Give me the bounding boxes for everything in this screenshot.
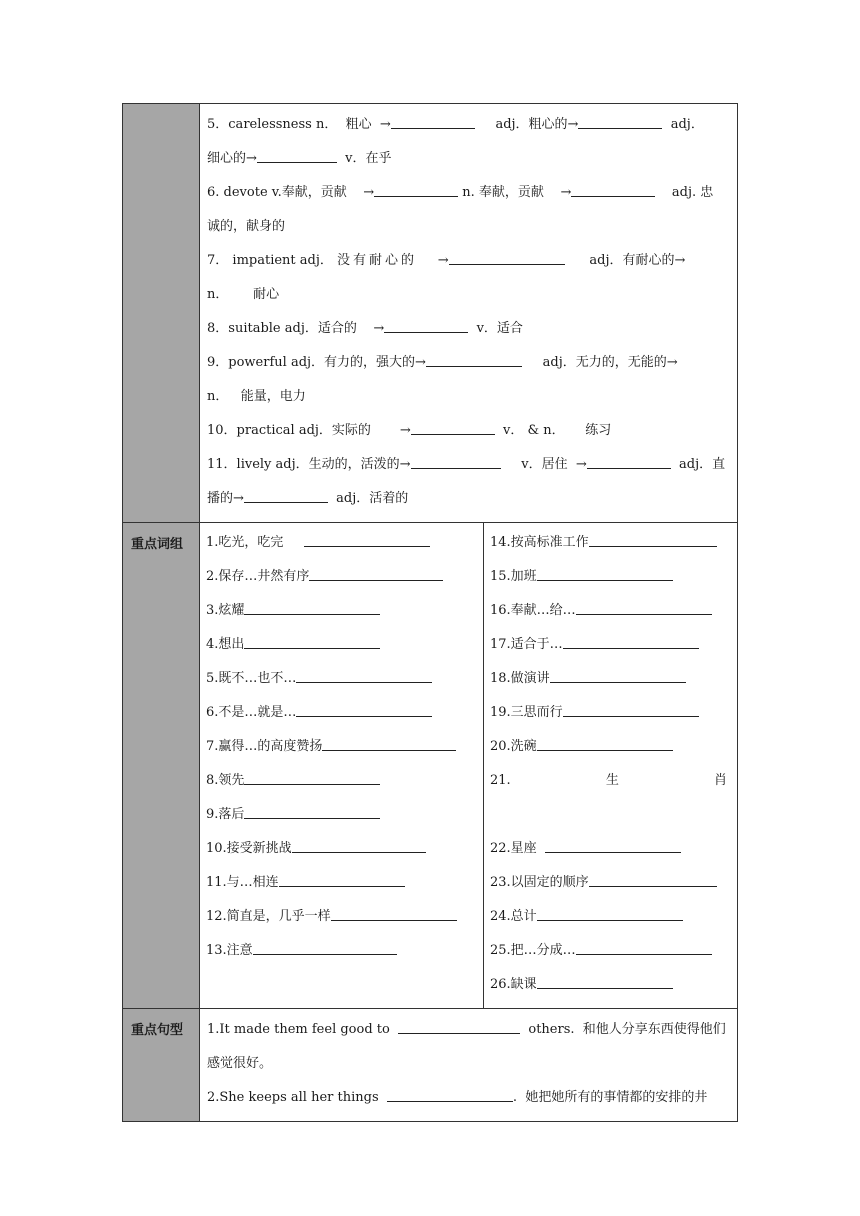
answer-blank[interactable] <box>244 600 380 615</box>
key-sentences-row <box>123 1009 737 1121</box>
sentence-text: . <box>512 1090 518 1105</box>
answer-blank[interactable] <box>391 114 475 129</box>
item-related-form: adj. 忠 <box>671 185 714 200</box>
phrase-text: 17.适合于… <box>490 637 563 652</box>
phrases-left-column <box>200 523 484 1008</box>
phrase-item <box>206 798 479 832</box>
vocab-item-7: 7． impatient adj． 没有耐心的 → adj．有耐心的→ <box>207 244 729 278</box>
answer-blank[interactable] <box>244 634 380 649</box>
phrase-text: 23.以固定的顺序 <box>490 875 589 890</box>
phrases-right-column <box>484 523 737 1008</box>
answer-blank[interactable] <box>587 454 671 469</box>
vocab-item-5-cont <box>207 142 729 176</box>
item-number: 10． <box>207 423 237 438</box>
sentence-text: 1.It made them feel good to <box>207 1022 390 1037</box>
phrase-text: 25.把…分成… <box>490 943 576 958</box>
item-number: 7． <box>207 253 229 268</box>
phrase-item <box>490 662 733 696</box>
vocab-item-7-cont <box>207 278 729 312</box>
answer-blank[interactable] <box>244 770 380 785</box>
phrase-text: 10.接受新挑战 <box>206 841 292 856</box>
answer-blank[interactable] <box>578 114 662 129</box>
key-phrases-content <box>200 523 737 1008</box>
vocab-item-11-cont <box>207 482 729 516</box>
item-word: impatient adj． <box>232 253 333 268</box>
item-related-form: n． <box>207 389 229 404</box>
phrase-text: 肖 <box>713 773 727 788</box>
answer-blank[interactable] <box>331 906 457 921</box>
item-word: carelessness n． <box>228 117 338 132</box>
phrase-item <box>206 526 479 560</box>
item-related-form: n． <box>207 287 229 302</box>
item-number: 6. <box>207 185 220 200</box>
phrase-text: 15.加班 <box>490 569 537 584</box>
phrase-text: 2.保存…井然有序 <box>206 569 310 584</box>
item-related-form: adj． <box>670 117 704 132</box>
sentence-translation: 她把她所有的事情都的安排的井 <box>525 1090 708 1105</box>
phrase-item <box>490 594 733 628</box>
answer-blank[interactable] <box>322 736 456 751</box>
item-related-form: 播的→ <box>207 491 244 506</box>
answer-blank[interactable] <box>576 600 712 615</box>
worksheet-table <box>122 103 738 1122</box>
phrase-text: 4.想出 <box>206 637 245 652</box>
phrase-item <box>206 662 479 696</box>
vocab-item-8: 8．suitable adj．适合的 → v．适合 <box>207 312 729 346</box>
phrase-text: 14.按高标准工作 <box>490 535 589 550</box>
phrase-item <box>206 628 479 662</box>
phrase-item <box>490 934 733 968</box>
phrase-text: 16.奉献…给… <box>490 603 576 618</box>
answer-blank[interactable] <box>244 804 380 819</box>
item-word: practical adj． <box>236 423 332 438</box>
item-meaning: 适合的 <box>317 321 357 336</box>
answer-blank[interactable] <box>411 420 495 435</box>
answer-blank[interactable] <box>426 352 522 367</box>
phrase-text: 12.简直是，几乎一样 <box>206 909 331 924</box>
phrase-item <box>490 628 733 662</box>
answer-blank[interactable] <box>571 182 655 197</box>
phrase-item <box>490 866 733 900</box>
phrase-text: 13.注意 <box>206 943 253 958</box>
vocab-item-9-cont <box>207 380 729 414</box>
item-related-form: adj．活着的 <box>336 491 409 506</box>
phrase-item <box>490 696 733 730</box>
phrase-item <box>490 900 733 934</box>
item-meaning: 生动的，活泼的→ <box>308 457 411 472</box>
sentence-translation: 感觉很好。 <box>207 1056 273 1071</box>
item-related-form: 能量，电力 <box>240 389 306 404</box>
phrase-text: 5.既不…也不… <box>206 671 297 686</box>
answer-blank[interactable] <box>296 668 432 683</box>
answer-blank[interactable] <box>589 872 717 887</box>
item-related-form: adj．直 <box>679 457 726 472</box>
vocab-item-5: 5．carelessness n． 粗心 → adj．粗心的→ adj． <box>207 108 729 142</box>
answer-blank[interactable] <box>257 148 337 163</box>
phrase-text: 18.做演讲 <box>490 671 550 686</box>
phrase-spacer <box>490 798 733 832</box>
vocab-item-11: 11．lively adj．生动的，活泼的→ v．居住 → adj．直 <box>207 448 729 482</box>
sentence-1-cont <box>207 1047 729 1081</box>
phrase-text: 26.缺课 <box>490 977 537 992</box>
item-related-form: 耐心 <box>253 287 280 302</box>
item-related-form: v． & n． <box>503 423 565 438</box>
phrase-text: 11.与…相连 <box>206 875 279 890</box>
item-related-form: v．适合 <box>476 321 523 336</box>
phrase-item <box>206 696 479 730</box>
item-meaning: 有力的，强大的→ <box>324 355 426 370</box>
item-number: 11． <box>207 457 237 472</box>
phrase-text: 1.吃光，吃完 <box>206 535 284 550</box>
item-related-form: 细心的→ <box>207 151 257 166</box>
answer-blank[interactable] <box>449 250 565 265</box>
item-related-form: v．在乎 <box>345 151 392 166</box>
word-forms-content <box>200 104 737 522</box>
vocab-item-10: 10．practical adj．实际的 → v． & n． 练习 <box>207 414 729 448</box>
answer-blank[interactable] <box>292 838 426 853</box>
phrase-item <box>206 730 479 764</box>
key-sentences-content <box>200 1009 737 1121</box>
answer-blank[interactable] <box>304 532 430 547</box>
item-meaning: 奉献，贡献 <box>281 185 347 200</box>
item-number: 5． <box>207 117 229 132</box>
phrase-text: 生 <box>605 773 619 788</box>
phrase-text: 7.赢得…的高度赞扬 <box>206 739 323 754</box>
vocab-item-9 <box>207 346 729 380</box>
sentence-text: others. <box>528 1022 575 1037</box>
item-related-form: adj．有耐心的→ <box>589 253 686 268</box>
item-word: lively adj． <box>236 457 309 472</box>
answer-blank[interactable] <box>576 940 712 955</box>
answer-blank[interactable] <box>387 1087 513 1102</box>
item-related-form: n. 奉献，贡献 <box>462 185 544 200</box>
phrase-text: 20.洗碗 <box>490 739 537 754</box>
vocab-item-6-cont <box>207 210 729 244</box>
item-meaning: 粗心 <box>345 117 372 132</box>
item-meaning: 实际的 <box>331 423 371 438</box>
answer-blank[interactable] <box>411 454 501 469</box>
phrase-item <box>206 900 479 934</box>
phrase-text: 22.星座 <box>490 841 537 856</box>
item-related-form: v．居住 <box>521 457 568 472</box>
sentence-translation: 和他人分享东西使得他们 <box>582 1022 726 1037</box>
key-sentences-label: 重点句型 <box>123 1009 200 1121</box>
phrase-item <box>490 968 733 1002</box>
item-related-form: 练习 <box>585 423 612 438</box>
item-meaning: 没有耐心的 <box>337 253 418 268</box>
phrase-item <box>206 594 479 628</box>
sentence-text: 2.She keeps all her things <box>207 1090 379 1105</box>
phrase-item <box>206 934 479 968</box>
answer-blank[interactable] <box>545 838 681 853</box>
phrase-item <box>206 866 479 900</box>
phrase-text: 9.落后 <box>206 807 245 822</box>
phrase-text: 6.不是…就是… <box>206 705 297 720</box>
answer-blank[interactable] <box>253 940 397 955</box>
phrase-text: 24.总计 <box>490 909 537 924</box>
phrase-item <box>490 730 733 764</box>
answer-blank[interactable] <box>244 488 328 503</box>
phrase-text: 3.炫耀 <box>206 603 245 618</box>
answer-blank[interactable] <box>550 668 686 683</box>
answer-blank[interactable] <box>296 702 432 717</box>
phrase-item <box>490 526 733 560</box>
answer-blank[interactable] <box>309 566 443 581</box>
item-number: 8． <box>207 321 229 336</box>
answer-blank[interactable] <box>398 1019 520 1034</box>
item-related-form: adj．粗心的→ <box>495 117 579 132</box>
item-related-form: adj．无力的，无能的→ <box>542 355 678 370</box>
answer-blank[interactable] <box>537 566 673 581</box>
key-phrases-row <box>123 523 737 1009</box>
answer-blank[interactable] <box>563 702 699 717</box>
phrase-item <box>490 832 733 866</box>
phrase-item <box>206 832 479 866</box>
vocab-item-6: 6. devote v.奉献，贡献 → n. 奉献，贡献 → adj. 忠 <box>207 176 729 210</box>
item-word: suitable adj． <box>228 321 318 336</box>
answer-blank[interactable] <box>563 634 699 649</box>
phrase-item-zodiac <box>490 764 733 798</box>
answer-blank[interactable] <box>537 906 683 921</box>
key-phrases-label: 重点词组 <box>123 523 200 1008</box>
answer-blank[interactable] <box>589 532 717 547</box>
phrase-text: 8.领先 <box>206 773 245 788</box>
item-word: powerful adj． <box>228 355 325 370</box>
word-forms-row <box>123 104 737 523</box>
phrase-item <box>490 560 733 594</box>
sentence-2 <box>207 1081 729 1115</box>
phrase-item <box>206 560 479 594</box>
answer-blank[interactable] <box>384 318 468 333</box>
answer-blank[interactable] <box>374 182 458 197</box>
phrase-item <box>206 764 479 798</box>
phrase-text: 19.三思而行 <box>490 705 563 720</box>
word-forms-label <box>123 104 200 522</box>
item-related-form: 诚的，献身的 <box>207 219 286 234</box>
sentence-1 <box>207 1013 729 1047</box>
answer-blank[interactable] <box>537 974 673 989</box>
item-number: 9． <box>207 355 229 370</box>
answer-blank[interactable] <box>537 736 673 751</box>
answer-blank[interactable] <box>279 872 405 887</box>
phrase-text: 21. <box>490 773 511 788</box>
item-word: devote v. <box>223 185 282 200</box>
